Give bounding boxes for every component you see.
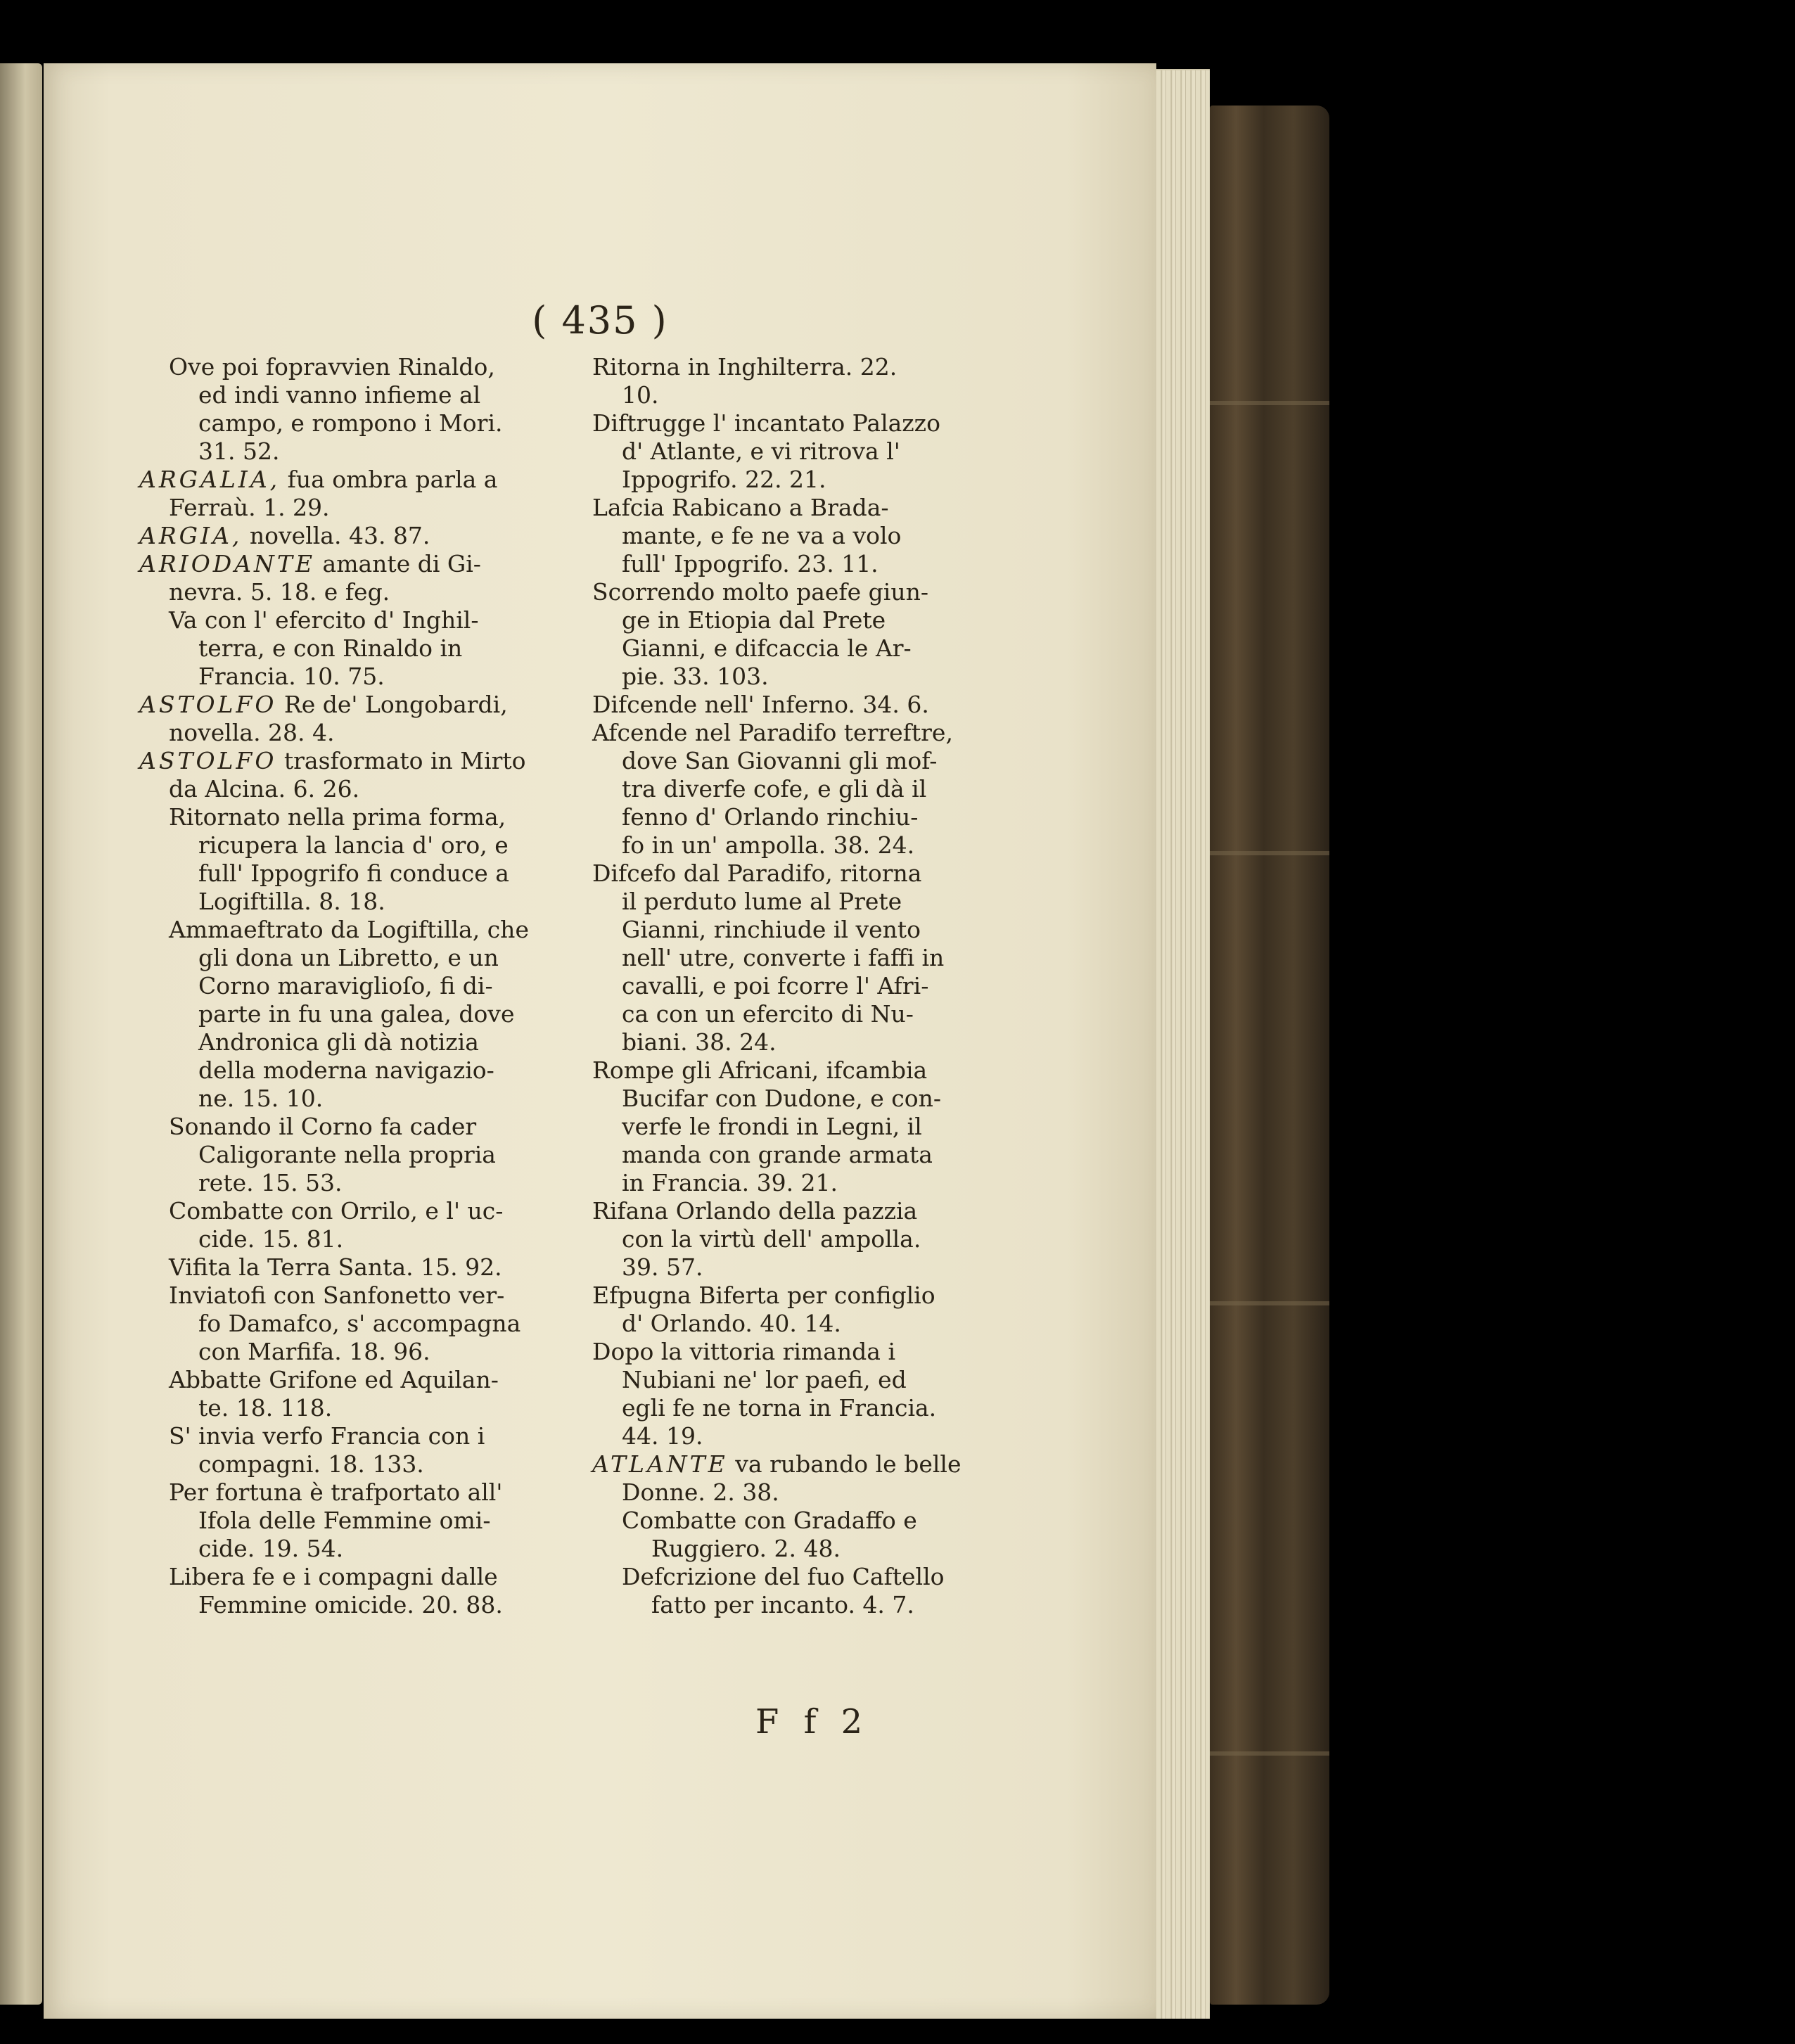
entry-line: Ferraù. 1. 29. xyxy=(169,494,330,521)
entry-line xyxy=(139,522,561,550)
entry-line: Inviatofi con Sanfonetto ver- xyxy=(169,1282,505,1309)
entry-line: Va con l' efercito d' Inghil- xyxy=(169,606,479,634)
entry-line: te. 18. 118. xyxy=(198,1394,333,1422)
entry-line: 31. 52. xyxy=(198,437,280,465)
index-entry xyxy=(139,803,561,916)
entry-line: Rifana Orlando della pazzia xyxy=(592,1197,918,1225)
index-entry xyxy=(139,1478,561,1563)
index-entry xyxy=(592,1197,986,1282)
index-entry xyxy=(139,1253,561,1282)
entry-line: della moderna navigazio- xyxy=(198,1056,494,1084)
index-entry xyxy=(139,1366,561,1422)
entry-name: ASTOLFO xyxy=(139,691,277,718)
entry-line: ca con un efercito di Nu- xyxy=(622,1000,914,1028)
entry-line: fatto per incanto. 4. 7. xyxy=(651,1591,914,1618)
entry-text: trasformato in Mirto xyxy=(276,747,526,774)
entry-line: mante, e fe ne va a volo xyxy=(622,522,902,549)
entry-line: Diftrugge l' incantato Palazzo xyxy=(592,409,940,437)
entry-line xyxy=(139,550,561,578)
index-entry xyxy=(592,1507,986,1563)
entry-line: full' Ippogrifo. 23. 11. xyxy=(622,550,879,577)
entry-line: Andronica gli dà notizia xyxy=(198,1028,479,1056)
entry-line: Difcende nell' Inferno. 34. 6. xyxy=(592,691,929,718)
index-column-left xyxy=(139,353,561,1619)
entry-line: 44. 19. xyxy=(622,1422,703,1450)
entry-line: Ritorna in Inghilterra. 22. xyxy=(592,353,898,381)
entry-line: Libera fe e i compagni dalle xyxy=(169,1563,498,1590)
entry-line: Corno maraviglioſo, fi di- xyxy=(198,972,493,999)
entry-line: egli fe ne torna in Francia. xyxy=(622,1394,937,1422)
entry-line: S' invia verfo Francia con i xyxy=(169,1422,485,1450)
entry-line: nevra. 5. 18. e feg. xyxy=(169,578,390,606)
entry-line: Dopo la vittoria rimanda i xyxy=(592,1338,895,1365)
index-entry xyxy=(139,691,561,747)
index-entry xyxy=(139,1563,561,1619)
entry-line: full' Ippogrifo fi conduce a xyxy=(198,860,509,887)
entry-line: Donne. 2. 38. xyxy=(622,1478,779,1506)
entry-line: Francia. 10. 75. xyxy=(198,663,385,690)
entry-line: fo in un' ampolla. 38. 24. xyxy=(622,831,915,859)
index-entry xyxy=(139,606,561,691)
entry-line: con la virtù dell' ampolla. xyxy=(622,1225,921,1253)
entry-line: Logiftilla. 8. 18. xyxy=(198,888,385,915)
entry-name: ARGALIA, xyxy=(139,466,281,493)
book-page xyxy=(44,63,1156,2019)
index-entry xyxy=(139,1422,561,1478)
printer-signature: F f 2 xyxy=(755,1702,870,1742)
leather-spine xyxy=(1210,106,1329,2005)
index-entry xyxy=(139,466,561,522)
entry-name: ATLANTE xyxy=(592,1450,728,1478)
entry-line: compagni. 18. 133. xyxy=(198,1450,424,1478)
entry-line: Difcefo dal Paradifo, ritorna xyxy=(592,860,922,887)
entry-line: Lafcia Rabicano a Brada- xyxy=(592,494,889,521)
entry-line: 10. xyxy=(622,381,659,409)
entry-line: rete. 15. 53. xyxy=(198,1169,343,1196)
entry-line: Femmine omicide. 20. 88. xyxy=(198,1591,503,1618)
entry-line: Nubiani ne' lor paefi, ed xyxy=(622,1366,907,1393)
entry-line: parte in fu una galea, dove xyxy=(198,1000,515,1028)
entry-line: il perduto lume al Prete xyxy=(622,888,902,915)
page-edges xyxy=(1156,69,1210,2019)
index-entry xyxy=(139,353,561,466)
entry-line xyxy=(139,747,561,775)
entry-line: tra diverfe cofe, e gli dà il xyxy=(622,775,927,803)
index-entry xyxy=(139,1113,561,1197)
entry-line: verfe le frondi in Legni, il xyxy=(622,1113,922,1140)
facing-page-edge xyxy=(0,63,42,2005)
entry-line: biani. 38. 24. xyxy=(622,1028,777,1056)
entry-line: Sonando il Corno fa cader xyxy=(169,1113,477,1140)
entry-line: Scorrendo molto paefe giun- xyxy=(592,578,929,606)
entry-name: ASTOLFO xyxy=(139,747,277,774)
entry-text: fua ombra parla a xyxy=(280,466,498,493)
index-entry xyxy=(592,1563,986,1619)
entry-line: ne. 15. 10. xyxy=(198,1085,324,1112)
index-entry xyxy=(592,578,986,691)
index-entry xyxy=(592,1056,986,1197)
index-entry xyxy=(139,522,561,550)
entry-line: cavalli, e poi fcorre l' Afri- xyxy=(622,972,929,999)
entry-line: d' Atlante, e vi ritrova l' xyxy=(622,437,900,465)
entry-name: ARGIA, xyxy=(139,522,243,549)
entry-line: cide. 15. 81. xyxy=(198,1225,344,1253)
entry-line: terra, e con Rinaldo in xyxy=(198,634,463,662)
entry-line: Ammaeftrato da Logiftilla, che xyxy=(169,916,529,943)
entry-line: ricupera la lancia d' oro, e xyxy=(198,831,509,859)
entry-line: Bucifar con Dudone, e con- xyxy=(622,1085,942,1112)
entry-line: da Alcina. 6. 26. xyxy=(169,775,360,803)
page-number: ( 435 ) xyxy=(532,298,668,343)
entry-line: pie. 33. 103. xyxy=(622,663,769,690)
index-entry xyxy=(139,550,561,606)
entry-line: Ritornato nella prima forma, xyxy=(169,803,506,831)
entry-line: ed indi vanno infieme al xyxy=(198,381,481,409)
entry-text: amante di Gi- xyxy=(315,550,481,577)
entry-line: Afcende nel Paradifo terreftre, xyxy=(592,719,953,746)
index-entry xyxy=(592,719,986,860)
entry-line: con Marfifa. 18. 96. xyxy=(198,1338,430,1365)
entry-line: Ove poi fopravvien Rinaldo, xyxy=(169,353,495,381)
entry-line: 39. 57. xyxy=(622,1253,703,1281)
entry-line: cide. 19. 54. xyxy=(198,1535,344,1562)
entry-line: Combatte con Gradaffo e xyxy=(622,1507,917,1534)
entry-line: fenno d' Orlando rinchiu- xyxy=(622,803,919,831)
index-entry xyxy=(139,747,561,803)
entry-line: Defcrizione del fuo Caftello xyxy=(622,1563,945,1590)
entry-line: Abbatte Grifone ed Aquilan- xyxy=(169,1366,499,1393)
index-entry xyxy=(139,916,561,1113)
index-column-right xyxy=(592,353,986,1619)
entry-line: in Francia. 39. 21. xyxy=(622,1169,838,1196)
index-entry xyxy=(139,1282,561,1366)
entry-line: campo, e rompono i Mori. xyxy=(198,409,503,437)
entry-text: novella. 43. 87. xyxy=(242,522,430,549)
index-entry xyxy=(592,860,986,1056)
index-entry xyxy=(592,494,986,578)
entry-line: fo Damafco, s' accompagna xyxy=(198,1310,521,1337)
entry-line: ge in Etiopia dal Prete xyxy=(622,606,886,634)
entry-line: Gianni, e difcaccia le Ar- xyxy=(622,634,912,662)
index-entry xyxy=(592,353,986,409)
entry-line: Ifola delle Femmine omi- xyxy=(198,1507,491,1534)
entry-line xyxy=(592,1450,986,1478)
index-entry xyxy=(592,1282,986,1338)
index-entry xyxy=(592,691,986,719)
entry-line: manda con grande armata xyxy=(622,1141,933,1168)
entry-line: dove San Giovanni gli mof- xyxy=(622,747,938,774)
entry-line: Efpugna Biferta per configlio xyxy=(592,1282,935,1309)
entry-line: Ruggiero. 2. 48. xyxy=(651,1535,841,1562)
entry-name: ARIODANTE xyxy=(139,550,316,577)
index-entry xyxy=(592,409,986,494)
entry-line: Rompe gli Africani, ifcambia xyxy=(592,1056,928,1084)
entry-line: Caligorante nella propria xyxy=(198,1141,496,1168)
entry-line: Vifita la Terra Santa. 15. 92. xyxy=(169,1253,502,1281)
entry-line xyxy=(139,466,561,494)
entry-text: Re de' Longobardi, xyxy=(276,691,508,718)
entry-line: nell' utre, converte i faffi in xyxy=(622,944,945,971)
entry-line: Per fortuna è trafportato all' xyxy=(169,1478,503,1506)
entry-text: va rubando le belle xyxy=(727,1450,962,1478)
entry-line: Combatte con Orrilo, e l' uc- xyxy=(169,1197,504,1225)
index-entry xyxy=(592,1338,986,1450)
entry-line xyxy=(139,691,561,719)
index-entry xyxy=(139,1197,561,1253)
entry-line: gli dona un Libretto, e un xyxy=(198,944,499,971)
entry-line: novella. 28. 4. xyxy=(169,719,335,746)
entry-line: Gianni, rinchiude il vento xyxy=(622,916,921,943)
entry-line: Ippogrifo. 22. 21. xyxy=(622,466,826,493)
index-entry xyxy=(592,1450,986,1507)
entry-line: d' Orlando. 40. 14. xyxy=(622,1310,841,1337)
